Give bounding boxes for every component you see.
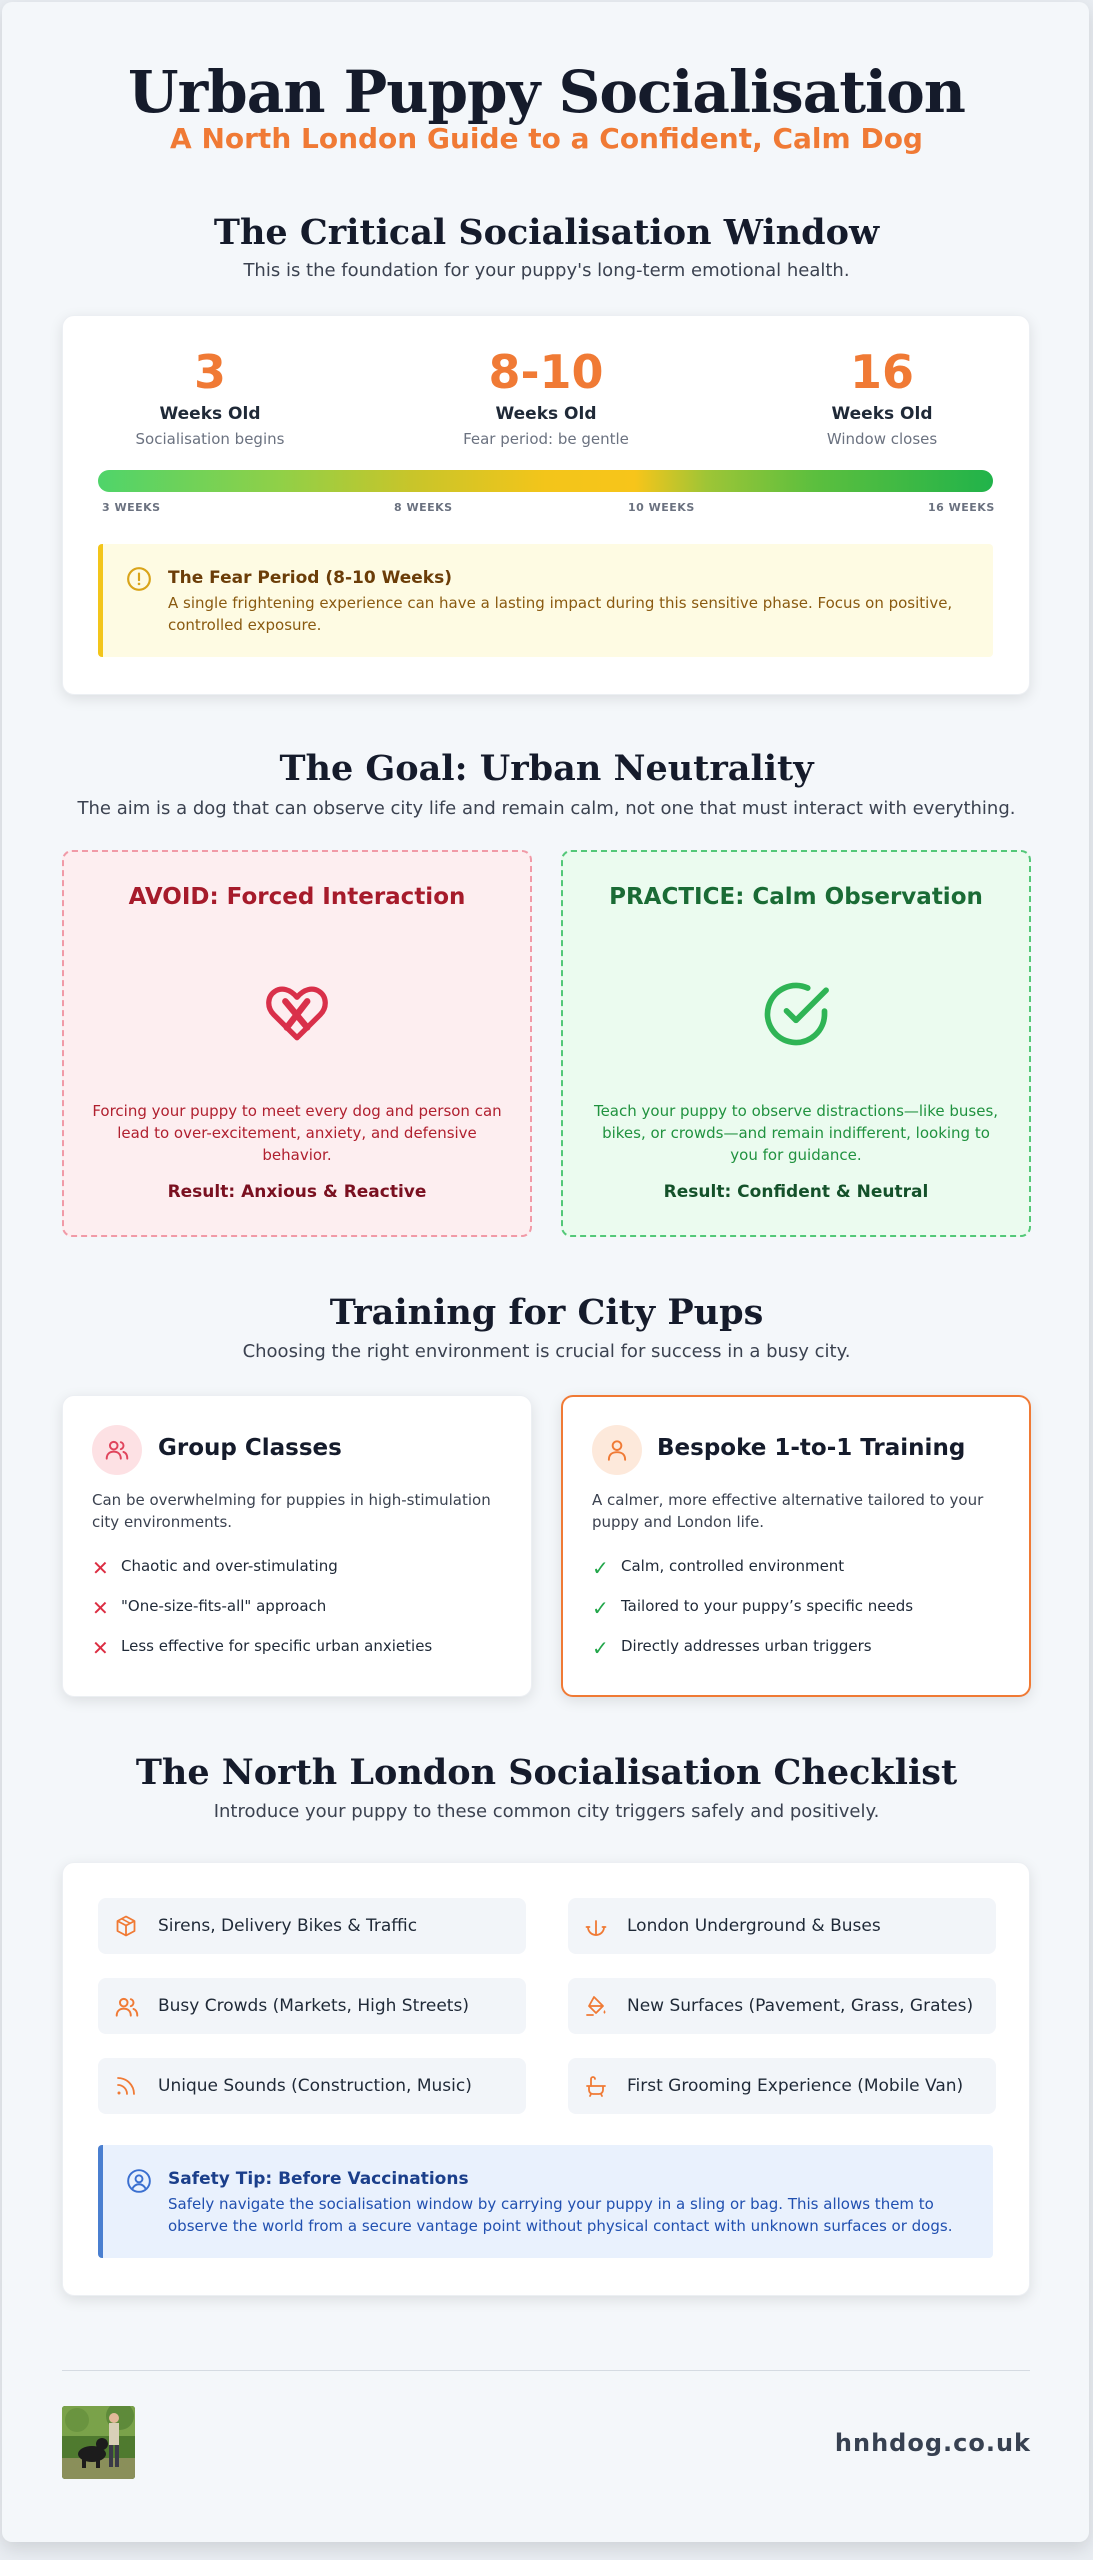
- dog-trainer-photo: [62, 2406, 135, 2479]
- paint-bucket-icon: [584, 1994, 608, 2018]
- bespoke-training-item: Directly addresses urban triggers: [621, 1637, 872, 1655]
- safety-tip-text: Safely navigate the socialisation window by carrying your puppy in a sling or bag. This allows them to observe the world from a secure vantage point without physical contact with unknown surfaces or dogs.: [168, 2195, 953, 2235]
- goal-section-subtitle: The aim is a dog that can observe city life and remain calm, not one that must interact with everything.: [77, 798, 1016, 819]
- stat-unit: Weeks Old: [495, 404, 597, 424]
- bath-icon: [584, 2074, 608, 2098]
- group-classes-item: Less effective for specific urban anxieties: [121, 1637, 433, 1655]
- group-classes-text: Can be overwhelming for puppies in high-stimulation city environments.: [92, 1491, 491, 1531]
- heart-broken-icon: [260, 978, 334, 1048]
- group-classes-item: "One-size-fits-all" approach: [121, 1597, 327, 1615]
- users-icon: [104, 1437, 130, 1463]
- user-circle-icon: [126, 2168, 152, 2194]
- footer-website: hnhdog.co.uk: [834, 2429, 1031, 2457]
- avoid-text: Forcing your puppy to meet every dog and person can lead to over-excitement, anxiety, and defensive behavior.: [92, 1102, 502, 1164]
- checklist-label: Unique Sounds (Construction, Music): [158, 2076, 472, 2096]
- avoid-result: Result: Anxious & Reactive: [167, 1182, 427, 1202]
- window-section-title: The Critical Socialisation Window: [213, 212, 880, 253]
- check-mark-icon: ✓: [592, 1556, 609, 1580]
- callout-title: The Fear Period (8-10 Weeks): [168, 568, 452, 588]
- stat-fear-period: [396, 346, 696, 448]
- timeline-label: 3 WEEKS: [102, 501, 161, 514]
- footer-divider: [62, 2370, 1030, 2371]
- stat-note: Socialisation begins: [135, 430, 285, 448]
- stat-close: [732, 346, 1032, 448]
- stat-unit: Weeks Old: [831, 404, 933, 424]
- x-mark-icon: ✕: [92, 1636, 109, 1660]
- safety-tip-title: Safety Tip: Before Vaccinations: [168, 2169, 469, 2189]
- bespoke-training-item: Calm, controlled environment: [621, 1557, 845, 1575]
- checklist-label: Busy Crowds (Markets, High Streets): [158, 1996, 469, 2016]
- users-icon: [114, 1994, 140, 2020]
- bespoke-training-text: A calmer, more effective alternative tailored to your puppy and London life.: [592, 1491, 984, 1531]
- user-icon: [604, 1437, 630, 1463]
- stat-start: [60, 346, 360, 448]
- stat-number: 8-10: [488, 345, 604, 399]
- checklist-label: Sirens, Delivery Bikes & Traffic: [158, 1916, 418, 1936]
- training-section-title: Training for City Pups: [329, 1292, 764, 1333]
- stat-number: 16: [849, 345, 914, 399]
- training-section-subtitle: Choosing the right environment is crucial for success in a busy city.: [242, 1341, 851, 1362]
- bespoke-training-item: Tailored to your puppy’s specific needs: [621, 1597, 914, 1615]
- callout-text: A single frightening experience can have a lasting impact during this sensitive phase. Focus on positive, controlled exposure.: [168, 594, 953, 634]
- practice-result: Result: Confident & Neutral: [663, 1182, 929, 1202]
- checklist-section-subtitle: Introduce your puppy to these common city triggers safely and positively.: [213, 1801, 880, 1822]
- main-subtitle: A North London Guide to a Confident, Calm Dog: [170, 122, 923, 155]
- checklist-section-title: The North London Socialisation Checklist: [135, 1752, 958, 1793]
- stat-note: Window closes: [826, 430, 938, 448]
- avoid-title: AVOID: Forced Interaction: [128, 884, 466, 910]
- checklist-label: New Surfaces (Pavement, Grass, Grates): [627, 1996, 974, 2016]
- bespoke-training-title: Bespoke 1-to-1 Training: [657, 1435, 966, 1461]
- checklist-label: London Underground & Buses: [627, 1916, 881, 1936]
- timeline-label: 10 WEEKS: [628, 501, 695, 514]
- x-mark-icon: ✕: [92, 1556, 109, 1580]
- package-icon: [114, 1914, 138, 1938]
- timeline-label: 16 WEEKS: [928, 501, 995, 514]
- anchor-icon: [584, 1914, 608, 1938]
- check-mark-icon: ✓: [592, 1636, 609, 1660]
- group-classes-title: Group Classes: [158, 1435, 342, 1461]
- stat-number: 3: [193, 345, 226, 399]
- main-title: Urban Puppy Socialisation: [128, 58, 965, 126]
- window-section-subtitle: This is the foundation for your puppy's long-term emotional health.: [243, 260, 850, 281]
- check-mark-icon: ✓: [592, 1596, 609, 1620]
- timeline-label: 8 WEEKS: [394, 501, 453, 514]
- rss-icon: [114, 2074, 138, 2098]
- group-classes-item: Chaotic and over-stimulating: [121, 1557, 338, 1575]
- practice-title: PRACTICE: Calm Observation: [609, 884, 983, 910]
- timeline-bar: [98, 470, 993, 492]
- practice-text: Teach your puppy to observe distractions—like buses, bikes, or crowds—and remain indifferent, looking to you for guidance.: [593, 1102, 999, 1164]
- checklist-label: First Grooming Experience (Mobile Van): [627, 2076, 964, 2096]
- goal-section-title: The Goal: Urban Neutrality: [279, 748, 814, 789]
- stat-note: Fear period: be gentle: [463, 430, 629, 448]
- check-circle-icon: [758, 976, 834, 1052]
- x-mark-icon: ✕: [92, 1596, 109, 1620]
- stat-unit: Weeks Old: [159, 404, 261, 424]
- alert-circle-icon: [126, 566, 152, 592]
